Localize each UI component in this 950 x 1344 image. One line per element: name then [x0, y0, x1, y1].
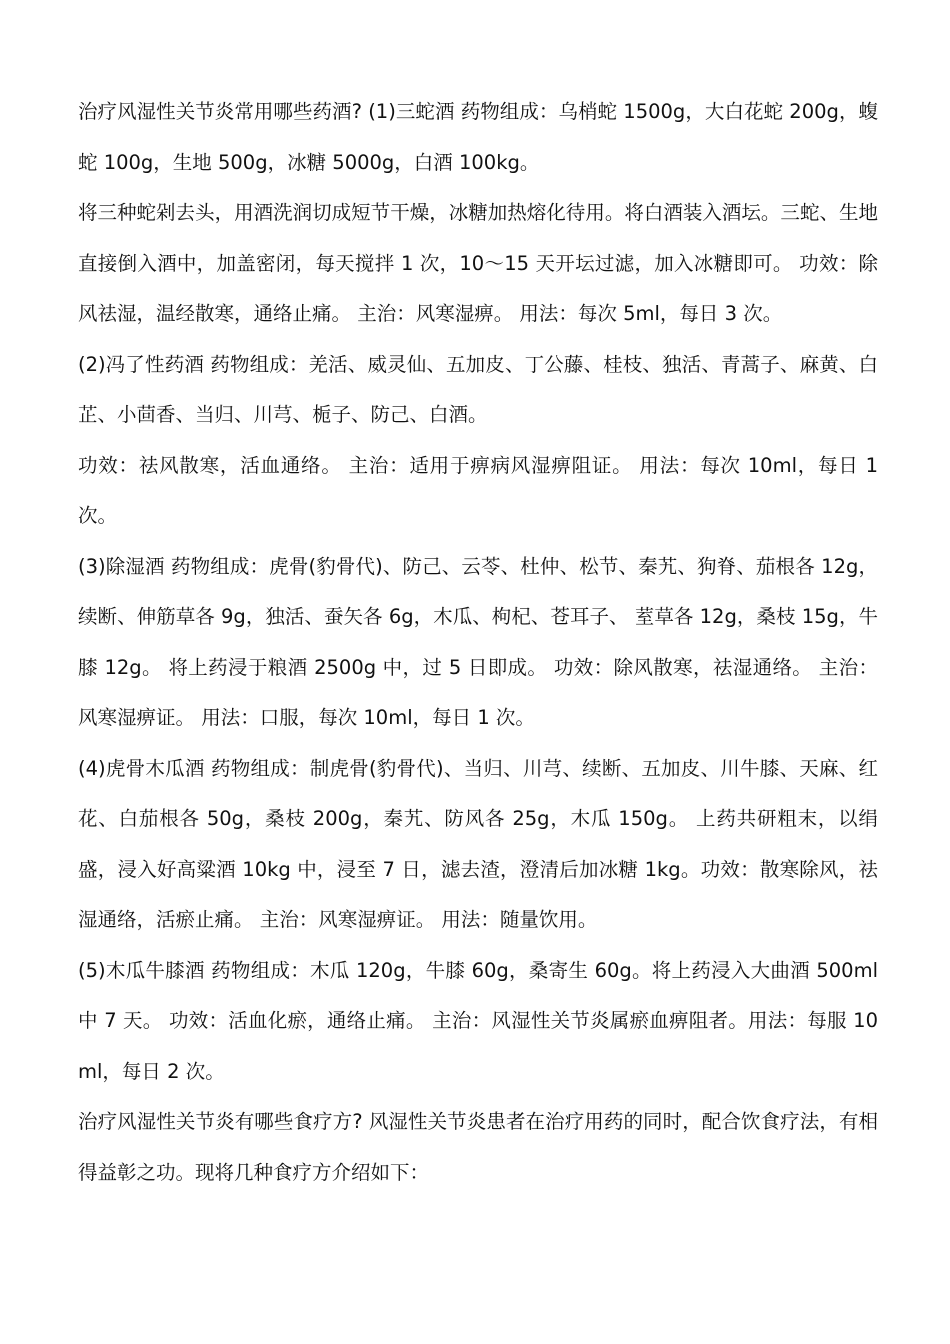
paragraph-papaya-achyranthes-wine: (5)木瓜牛膝酒 药物组成：木瓜 120g，牛膝 60g，桑寄生 60g。将上药浸入大曲酒 500ml 中 7 天。 功效：活血化瘀，通络止痛。 主治：风湿性关节炎属瘀血痹阻者。用法：每服 10ml，每日 2 次。	[78, 958, 878, 1083]
paragraph-question-wines: 治疗风湿性关节炎常用哪些药酒? (1)三蛇酒 药物组成：乌梢蛇 1500g，大白花蛇 200g，蝮蛇 100g，生地 500g，冰糖 5000g，白酒 100kg。	[78, 100, 878, 174]
paragraph-question-diet-therapy: 治疗风湿性关节炎有哪些食疗方? 风湿性关节炎患者在治疗用药的同时，配合饮食疗法，有相得益彰之功。现将几种食疗方介绍如下：	[78, 1110, 878, 1184]
paragraph-dampness-removing-wine: (3)除湿酒 药物组成：虎骨(豹骨代)、防己、云苓、杜仲、松节、秦艽、狗脊、茄根各 12g，续断、伸筋草各 9g，独活、蚕矢各 6g，木瓜、枸杞、苍耳子、 荎草各 12g，桑枝 15g，牛膝 12g。 将上药浸于粮酒 2500g 中，过 5 日即成。 功效：除风散寒，祛湿通络。 主治：风寒湿痹证。 用法：口服，每次 10ml，每日 1 次。	[78, 554, 878, 729]
paragraph-feng-liao-xing-wine: (2)冯了性药酒 药物组成：羌活、威灵仙、五加皮、丁公藤、桂枝、独活、青蒿子、麻黄、白芷、小茴香、当归、川芎、栀子、防己、白酒。	[78, 352, 878, 426]
paragraph-three-snake-wine-method: 将三种蛇剁去头，用酒洗润切成短节干燥，冰糖加热熔化待用。将白酒装入酒坛。三蛇、生地直接倒入酒中，加盖密闭，每天搅拌 1 次，10～15 天开坛过滤，加入冰糖即可。 功效：除风祛湿，温经散寒，通络止痛。 主治：风寒湿痹。 用法：每次 5ml，每日 3 次。	[78, 201, 878, 325]
paragraph-feng-liao-xing-effects: 功效：祛风散寒，活血通络。 主治：适用于痹病风湿痹阻证。 用法：每次 10ml，每日 1 次。	[78, 453, 878, 527]
document-page	[78, 87, 878, 1198]
paragraph-tiger-bone-papaya-wine: (4)虎骨木瓜酒 药物组成：制虎骨(豹骨代)、当归、川芎、续断、五加皮、川牛膝、天麻、红花、白茄根各 50g，桑枝 200g，秦艽、防风各 25g，木瓜 150g。 上药共研粗末，以绢盛，浸入好高粱酒 10kg 中，浸至 7 日，滤去渣，澄清后加冰糖 1kg。功效：散寒除风，祛湿通络，活瘀止痛。 主治：风寒湿痹证。 用法：随量饮用。	[78, 756, 878, 931]
